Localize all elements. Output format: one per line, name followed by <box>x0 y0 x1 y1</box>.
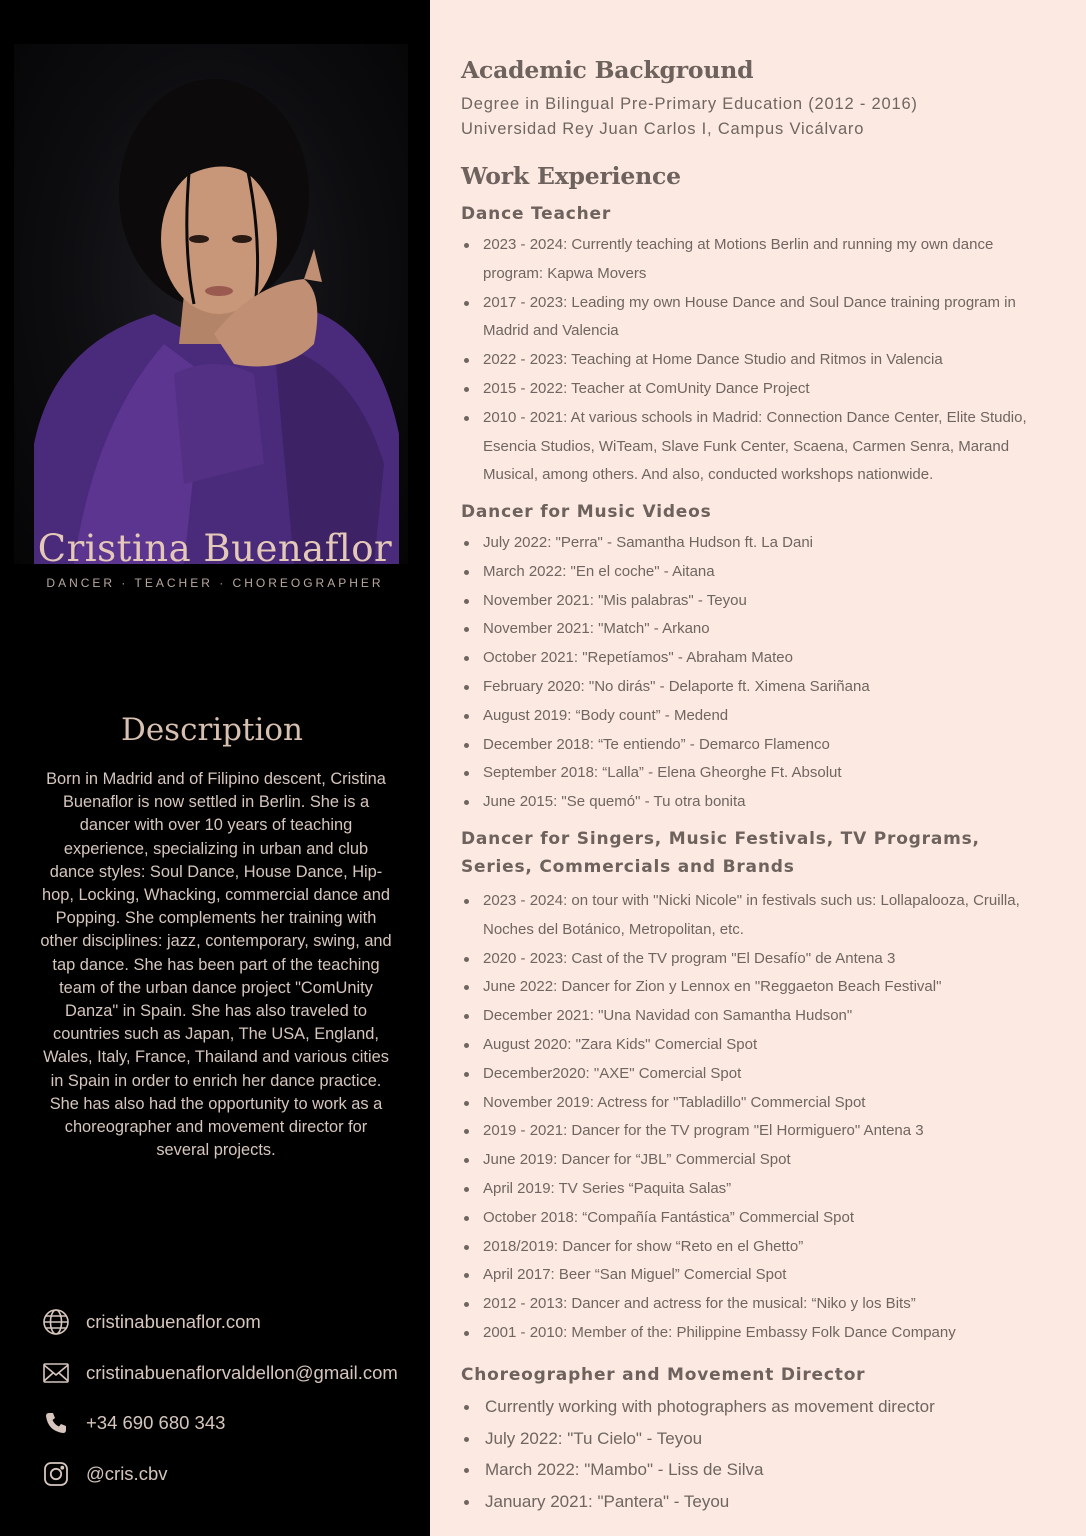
contact-website[interactable] <box>40 1306 420 1338</box>
phone-icon <box>40 1407 72 1439</box>
list-item: June 2022: Dancer for Zion y Lennox en "Reggaeton Beach Festival" <box>461 973 1051 1002</box>
contact-email[interactable] <box>40 1357 420 1389</box>
profile-subtitle: DANCER · TEACHER · CHOREOGRAPHER <box>46 576 384 590</box>
list-item: March 2022: "En el coche" - Aitana <box>461 558 1051 587</box>
list-item: August 2020: "Zara Kids" Comercial Spot <box>461 1031 1051 1060</box>
list-item: November 2021: "Match" - Arkano <box>461 615 1051 644</box>
profile-name: Cristina Buenaflor <box>37 527 393 570</box>
music-videos-list <box>461 529 1051 817</box>
list-item: June 2019: Dancer for “JBL” Commercial Spot <box>461 1146 1051 1175</box>
list-item: June 2015: "Se quemó" - Tu otra bonita <box>461 788 1051 817</box>
academic-degree: Degree in Bilingual Pre-Primary Education (2012 - 2016) <box>461 95 918 113</box>
main-content <box>430 0 1086 1536</box>
academic-university: Universidad Rey Juan Carlos I, Campus Vicálvaro <box>461 120 865 138</box>
description-text: Born in Madrid and of Filipino descent, Cristina Buenaflor is now settled in Berlin. She is a dancer with over 10 years of teaching experience, specializing in urban and club dance styles: Soul Dance, House Dance, Hip-hop, Locking, Whacking, commercial dance and Popping. She complements her training with other disciplines: jazz, contemporary, swing, and tap dance. She has been part of the teaching team of the urban dance project "ComUnity Danza" in Spain. She has also traveled to countries such as Japan, The USA, England, Wales, Italy, France, Thailand and various cities in Spain in order to enrich her dance practice. She has also had the opportunity to work as a choreographer and movement director for several projects. <box>40 770 392 1160</box>
singers-heading-line1: Dancer for Singers, Music Festivals, TV Programs, <box>461 829 980 849</box>
contact-instagram[interactable] <box>40 1458 420 1490</box>
list-item: August 2019: “Body count” - Medend <box>461 702 1051 731</box>
list-item: December 2018: “Te entiendo” - Demarco Flamenco <box>461 731 1051 760</box>
list-item: 2001 - 2010: Member of the: Philippine Embassy Folk Dance Company <box>461 1319 1051 1348</box>
list-item: October 2018: “Compañía Fantástica” Commercial Spot <box>461 1204 1051 1233</box>
choreographer-heading: Choreographer and Movement Director <box>461 1365 866 1385</box>
list-item: March 2022: "Mambo" - Liss de Silva <box>461 1454 1051 1486</box>
list-item: 2022 - 2023: Teaching at Home Dance Studio and Ritmos in Valencia <box>461 346 1051 375</box>
description-heading: Description <box>120 712 304 748</box>
email-link[interactable]: cristinabuenaflorvaldellon@gmail.com <box>86 1362 398 1383</box>
singers-list <box>461 887 1051 1348</box>
list-item: April 2019: TV Series “Paquita Salas” <box>461 1175 1051 1204</box>
list-item: 2018/2019: Dancer for show “Reto en el Ghetto” <box>461 1233 1051 1262</box>
list-item: February 2020: "No dirás" - Delaporte ft. Ximena Sariñana <box>461 673 1051 702</box>
list-item: 2020 - 2023: Cast of the TV program "El Desafío" de Antena 3 <box>461 945 1051 974</box>
list-item: 2017 - 2023: Leading my own House Dance and Soul Dance training program in Madrid and Valencia <box>461 289 1051 347</box>
teacher-heading: Dance Teacher <box>461 204 612 224</box>
list-item: November 2019: Actress for "Tabladillo" Commercial Spot <box>461 1089 1051 1118</box>
portrait-illustration <box>14 44 408 564</box>
academic-heading: Academic Background <box>461 56 754 84</box>
list-item: December2020: "AXE" Comercial Spot <box>461 1060 1051 1089</box>
website-link[interactable]: cristinabuenaflor.com <box>86 1311 261 1332</box>
list-item: October 2021: "Repetíamos" - Abraham Mateo <box>461 644 1051 673</box>
instagram-icon <box>40 1458 72 1490</box>
work-heading: Work Experience <box>461 162 681 190</box>
list-item: 2012 - 2013: Dancer and actress for the musical: “Niko y los Bits” <box>461 1290 1051 1319</box>
list-item: 2019 - 2021: Dancer for the TV program "El Hormiguero" Antena 3 <box>461 1117 1051 1146</box>
choreographer-list <box>461 1391 1051 1517</box>
list-item: 2023 - 2024: on tour with "Nicki Nicole" in festivals such us: Lollapalooza, Cruilla, Noches del Botánico, Metropolitan, etc. <box>461 887 1051 945</box>
list-item: July 2022: "Perra" - Samantha Hudson ft. La Dani <box>461 529 1051 558</box>
singers-heading-line2: Series, Commercials and Brands <box>461 857 795 877</box>
envelope-icon <box>40 1357 72 1389</box>
instagram-handle[interactable]: @cris.cbv <box>86 1463 168 1484</box>
list-item: 2015 - 2022: Teacher at ComUnity Dance Project <box>461 375 1051 404</box>
list-item: April 2017: Beer “San Miguel” Comercial Spot <box>461 1261 1051 1290</box>
music-videos-heading: Dancer for Music Videos <box>461 502 712 522</box>
list-item: July 2022: "Tu Cielo" - Teyou <box>461 1423 1051 1455</box>
list-item: December 2021: "Una Navidad con Samantha Hudson" <box>461 1002 1051 1031</box>
list-item: 2010 - 2021: At various schools in Madrid: Connection Dance Center, Elite Studio, Esencia Studios, WiTeam, Slave Funk Center, Scaena, Carmen Senra, Marand Musical, among others. And also, conducted workshops nationwide. <box>461 404 1051 490</box>
list-item: Currently working with photographers as movement director <box>461 1391 1051 1423</box>
list-item: January 2021: "Pantera" - Teyou <box>461 1486 1051 1518</box>
globe-icon <box>40 1306 72 1338</box>
list-item: September 2018: “Lalla” - Elena Gheorghe Ft. Absolut <box>461 759 1051 788</box>
list-item: 2023 - 2024: Currently teaching at Motions Berlin and running my own dance program: Kapwa Movers <box>461 231 1051 289</box>
contact-phone[interactable] <box>40 1407 420 1439</box>
phone-number[interactable]: +34 690 680 343 <box>86 1412 226 1433</box>
teacher-list <box>461 231 1051 490</box>
list-item: November 2021: "Mis palabras" - Teyou <box>461 587 1051 616</box>
left-sidebar <box>0 0 430 1536</box>
profile-photo <box>14 44 408 564</box>
